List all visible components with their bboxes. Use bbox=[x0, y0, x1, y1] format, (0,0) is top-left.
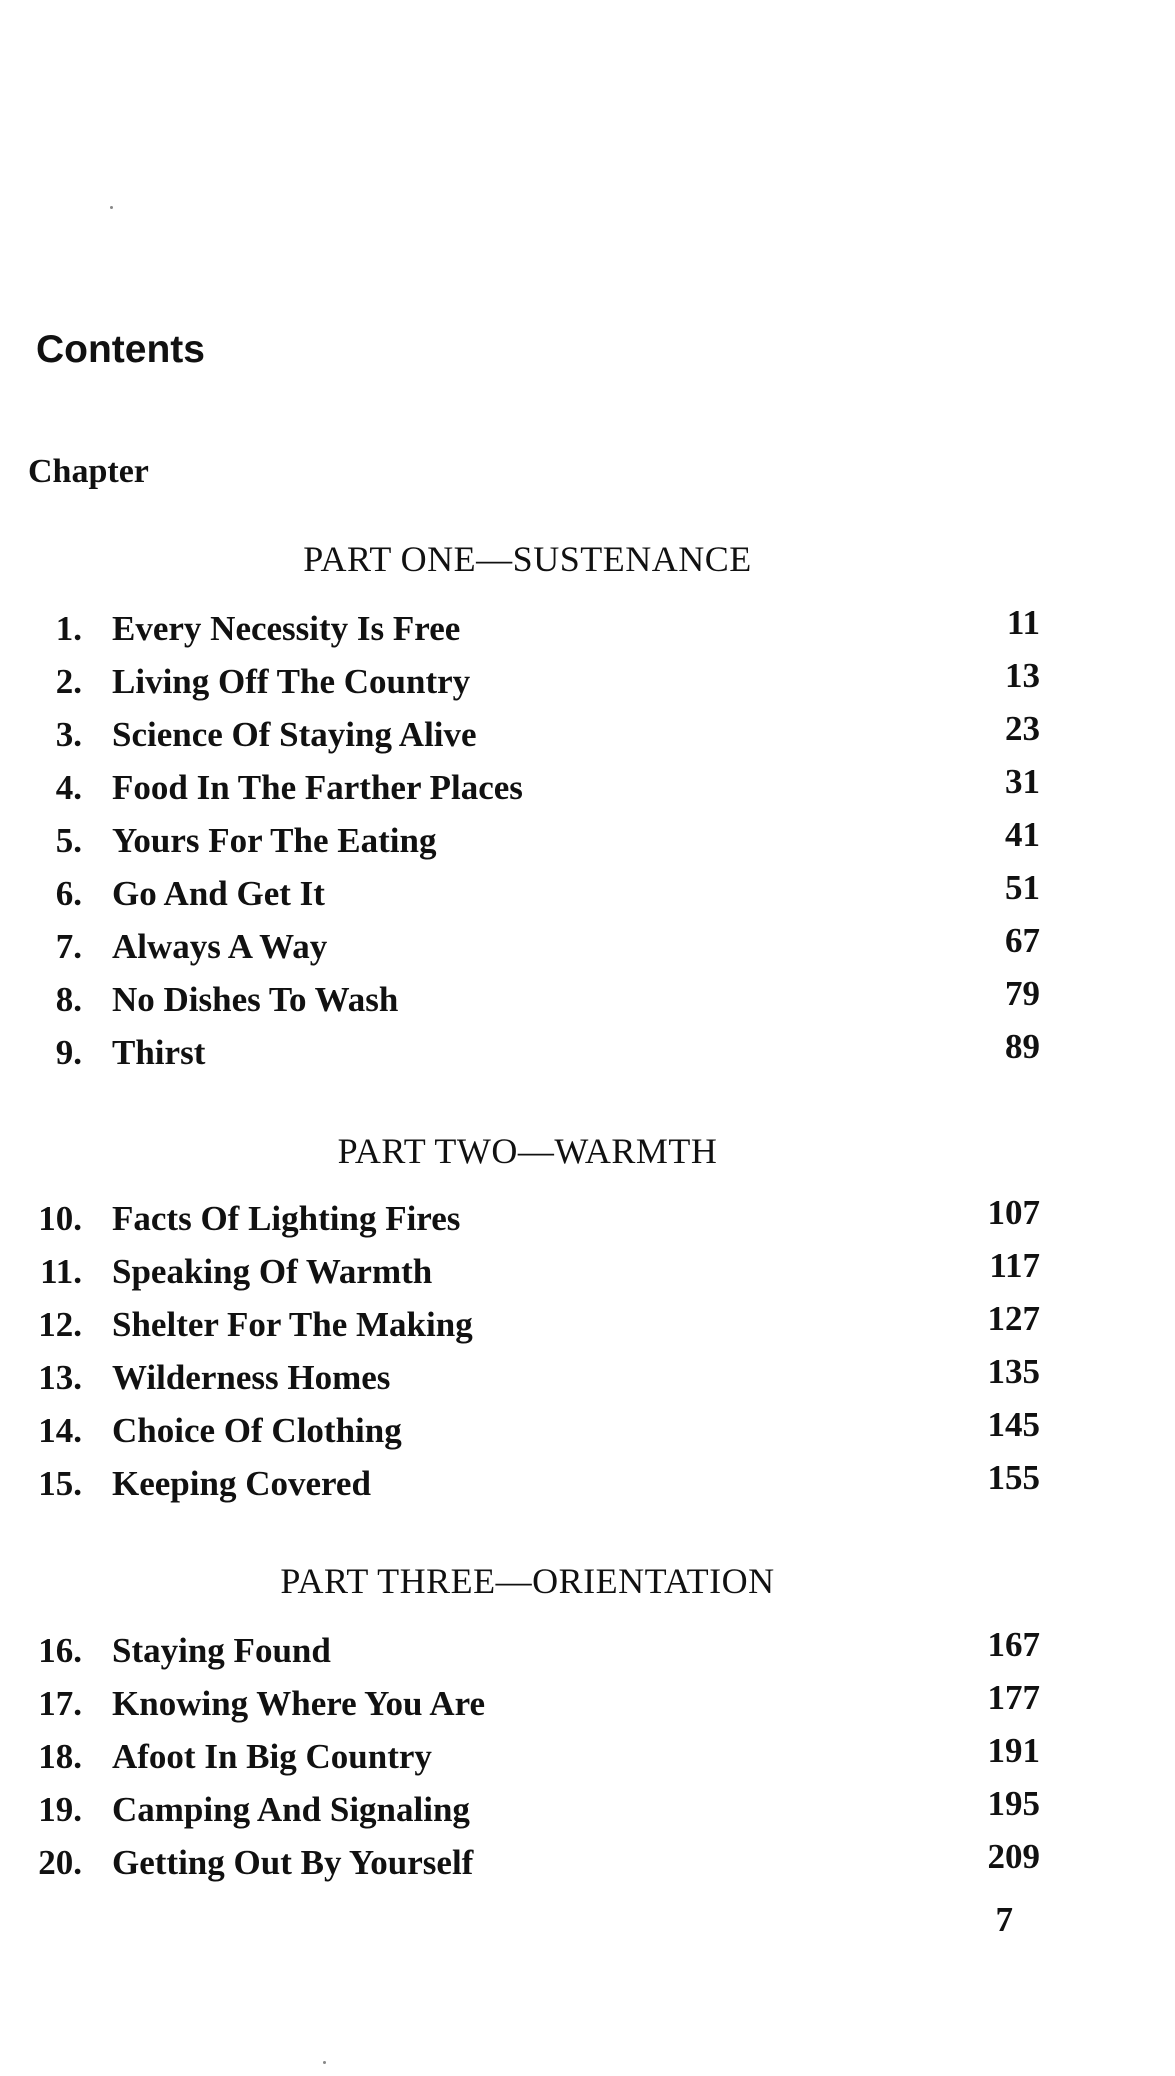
chapter-page-number: 127 bbox=[987, 1299, 1040, 1338]
chapter-page-number: 13 bbox=[1005, 656, 1040, 695]
scan-speck bbox=[110, 206, 113, 209]
chapter-title: Getting Out By Yourself bbox=[112, 1843, 474, 1882]
chapter-number: 12. bbox=[38, 1305, 82, 1344]
toc-entry bbox=[0, 921, 1175, 980]
chapter-title: Choice Of Clothing bbox=[112, 1411, 402, 1450]
toc-entry bbox=[0, 1731, 1175, 1790]
chapter-number: 13. bbox=[38, 1358, 82, 1397]
toc-entry bbox=[0, 1405, 1175, 1464]
toc-list-part-3 bbox=[0, 1625, 1175, 1896]
chapter-page-number: 41 bbox=[1005, 815, 1040, 854]
toc-list-part-2 bbox=[0, 1193, 1175, 1517]
chapter-number: 8. bbox=[55, 980, 82, 1019]
chapter-number: 4. bbox=[55, 768, 82, 807]
chapter-page-number: 191 bbox=[987, 1731, 1040, 1770]
toc-entry bbox=[0, 1246, 1175, 1305]
chapter-title: No Dishes To Wash bbox=[112, 980, 399, 1019]
chapter-number: 20. bbox=[38, 1843, 82, 1882]
chapter-label: Chapter bbox=[28, 453, 149, 490]
toc-entry bbox=[0, 709, 1175, 768]
chapter-number: 9. bbox=[55, 1033, 82, 1072]
chapter-title: Shelter For The Making bbox=[112, 1305, 473, 1344]
part-heading-1: PART ONE—SUSTENANCE bbox=[303, 539, 752, 579]
toc-entry bbox=[0, 1027, 1175, 1086]
chapter-page-number: 67 bbox=[1005, 921, 1040, 960]
chapter-title: Camping And Signaling bbox=[112, 1790, 470, 1829]
toc-entry bbox=[0, 1625, 1175, 1684]
chapter-title: Thirst bbox=[112, 1033, 206, 1072]
page-title: Contents bbox=[36, 328, 205, 371]
toc-list-part-1 bbox=[0, 603, 1175, 1086]
toc-entry bbox=[0, 1352, 1175, 1411]
chapter-number: 7. bbox=[55, 927, 82, 966]
toc-entry bbox=[0, 1678, 1175, 1737]
chapter-number: 15. bbox=[38, 1464, 82, 1503]
toc-entry bbox=[0, 603, 1175, 662]
chapter-number: 11. bbox=[40, 1252, 82, 1291]
chapter-number: 19. bbox=[38, 1790, 82, 1829]
chapter-number: 1. bbox=[55, 609, 82, 648]
chapter-page-number: 195 bbox=[987, 1784, 1040, 1823]
chapter-number: 16. bbox=[38, 1631, 82, 1670]
part-heading-3: PART THREE—ORIENTATION bbox=[280, 1561, 775, 1601]
page-number: 7 bbox=[995, 1900, 1013, 1939]
chapter-title: Facts Of Lighting Fires bbox=[112, 1199, 461, 1238]
chapter-number: 6. bbox=[55, 874, 82, 913]
toc-entry bbox=[0, 1837, 1175, 1896]
chapter-number: 10. bbox=[38, 1199, 82, 1238]
toc-entry bbox=[0, 815, 1175, 874]
toc-entry bbox=[0, 762, 1175, 821]
chapter-title: Every Necessity Is Free bbox=[112, 609, 461, 648]
part-heading-2: PART TWO—WARMTH bbox=[337, 1131, 718, 1171]
chapter-page-number: 167 bbox=[987, 1625, 1040, 1664]
chapter-page-number: 11 bbox=[1006, 603, 1040, 642]
chapter-page-number: 135 bbox=[987, 1352, 1040, 1391]
chapter-page-number: 209 bbox=[987, 1837, 1040, 1876]
toc-entry bbox=[0, 1458, 1175, 1517]
chapter-page-number: 89 bbox=[1005, 1027, 1040, 1066]
chapter-number: 18. bbox=[38, 1737, 82, 1776]
chapter-number: 17. bbox=[38, 1684, 82, 1723]
chapter-number: 3. bbox=[55, 715, 82, 754]
chapter-title: Afoot In Big Country bbox=[112, 1737, 432, 1776]
toc-entry bbox=[0, 1193, 1175, 1252]
chapter-page-number: 51 bbox=[1005, 868, 1040, 907]
chapter-title: Knowing Where You Are bbox=[112, 1684, 486, 1723]
scan-speck bbox=[323, 2061, 326, 2064]
toc-entry bbox=[0, 1784, 1175, 1843]
chapter-title: Keeping Covered bbox=[112, 1464, 371, 1503]
chapter-title: Wilderness Homes bbox=[112, 1358, 391, 1397]
toc-entry bbox=[0, 974, 1175, 1033]
chapter-title: Science Of Staying Alive bbox=[112, 715, 477, 754]
chapter-title: Staying Found bbox=[112, 1631, 331, 1670]
chapter-page-number: 31 bbox=[1005, 762, 1040, 801]
chapter-title: Always A Way bbox=[112, 927, 328, 966]
chapter-title: Food In The Farther Places bbox=[112, 768, 523, 807]
chapter-page-number: 23 bbox=[1005, 709, 1040, 748]
chapter-number: 5. bbox=[55, 821, 82, 860]
chapter-title: Yours For The Eating bbox=[112, 821, 437, 860]
chapter-page-number: 145 bbox=[987, 1405, 1040, 1444]
chapter-number: 14. bbox=[38, 1411, 82, 1450]
chapter-title: Living Off The Country bbox=[112, 662, 471, 701]
toc-entry bbox=[0, 868, 1175, 927]
chapter-page-number: 177 bbox=[987, 1678, 1040, 1717]
chapter-title: Speaking Of Warmth bbox=[112, 1252, 433, 1291]
toc-entry bbox=[0, 1299, 1175, 1358]
toc-entry bbox=[0, 656, 1175, 715]
chapter-page-number: 107 bbox=[987, 1193, 1040, 1232]
chapter-page-number: 155 bbox=[987, 1458, 1040, 1497]
chapter-page-number: 79 bbox=[1005, 974, 1040, 1013]
chapter-title: Go And Get It bbox=[112, 874, 325, 913]
chapter-number: 2. bbox=[55, 662, 82, 701]
chapter-page-number: 117 bbox=[989, 1246, 1040, 1285]
